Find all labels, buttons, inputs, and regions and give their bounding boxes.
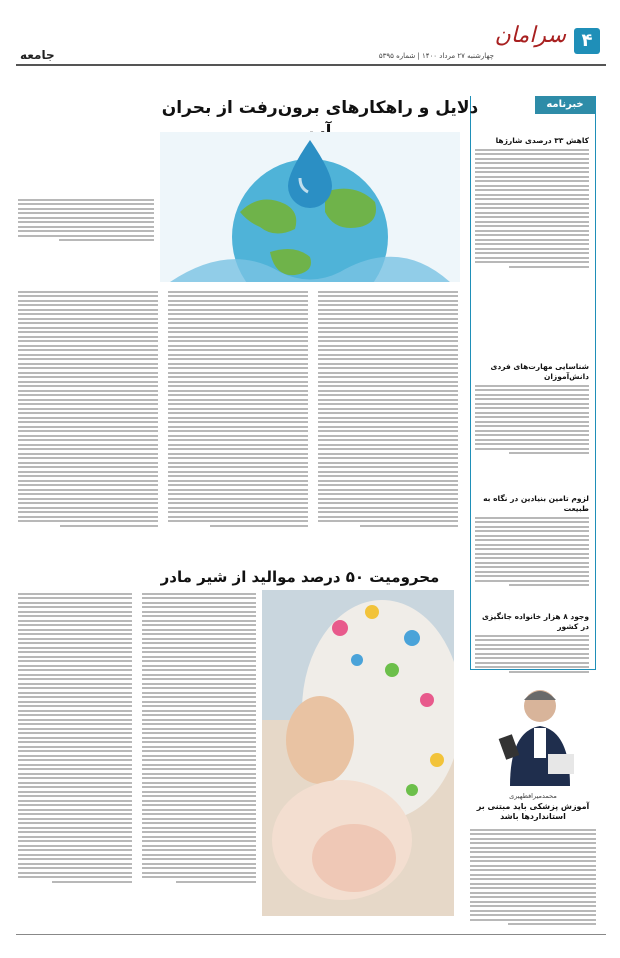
sidebar-news-item (475, 494, 589, 589)
newspaper-logo: سرامان (494, 23, 566, 48)
news-item-body (475, 517, 589, 587)
section-title: جامعه (20, 48, 55, 62)
main-headline: دلایل و راهکارهای برون‌رفت از بحران (161, 98, 479, 118)
water-crisis-illustration (160, 132, 460, 282)
sidebar-tab: خبرنامه (535, 96, 595, 114)
article-column (168, 288, 308, 529)
news-item-title: شناسایی مهارت‌های فردی دانش‌آموزان (490, 362, 589, 381)
second-article-body (18, 590, 256, 916)
main-article-body (18, 288, 458, 558)
news-item-title: وجود ۸ هزار خانواده جانگیزی در کشور (482, 612, 589, 631)
page-header (16, 8, 606, 66)
writer-name: محمدمیرافطهیری (509, 792, 557, 800)
article-column (142, 590, 256, 885)
article-column (18, 590, 132, 885)
news-item-body (475, 635, 589, 673)
footer-divider (16, 934, 606, 935)
sidebar-news-item (475, 136, 589, 270)
illustration-caption (18, 196, 154, 244)
page-number: ۴ (574, 28, 600, 54)
article-column (18, 288, 158, 529)
mother-baby-photo (262, 590, 454, 916)
sidebar-news-item (475, 362, 589, 457)
second-headline: محرومیت ۵۰ درصد موالید از شیر مادر (160, 568, 440, 586)
article-column (318, 288, 458, 529)
writer-article-title: آموزش پزشکی باید مبتنی بر استانداردها باشد (476, 802, 590, 822)
news-item-title: لزوم تامین بنیادین در نگاه به طبیعت (483, 494, 589, 513)
dateline: چهارشنبه ۲۷ مرداد ۱۴۰۰ | شماره ۵۳۹۵ (378, 52, 494, 60)
news-item-title: کاهش ۳۳ درصدی شارژها (495, 136, 589, 145)
sidebar-news-item (475, 612, 589, 675)
writer-portrait (470, 676, 596, 786)
news-item-body (475, 149, 589, 268)
news-item-body (475, 385, 589, 455)
news-sidebar (470, 96, 596, 670)
writer-article-body (470, 826, 596, 928)
